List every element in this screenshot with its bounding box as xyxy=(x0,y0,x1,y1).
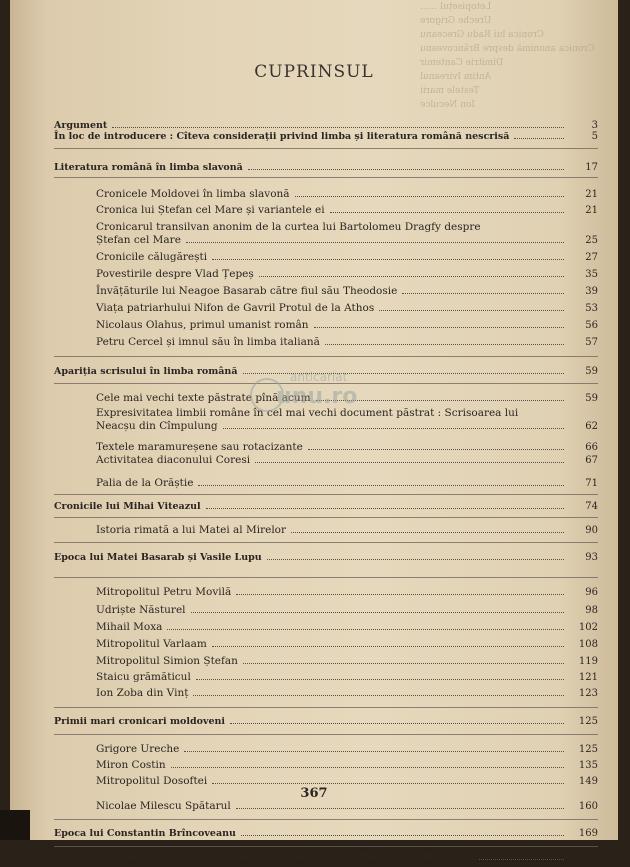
watermark-logo: anticariat unu.ro xyxy=(250,368,400,438)
toc-entry: Textele maramureșene sau rotacizante 66 xyxy=(96,441,598,453)
toc-entry: Activitatea diaconului Coresi 67 xyxy=(96,454,598,466)
toc-entry: Învățăturile lui Neagoe Basarab către fiul său Theodosie 39 xyxy=(96,285,598,297)
scan-corner xyxy=(0,810,30,840)
toc-entry: Povestirile despre Vlad Țepeș 35 xyxy=(96,268,598,280)
toc-entry: Grigore Ureche 125 xyxy=(96,743,598,755)
toc-section: Primii mari cronicari moldoveni 125 xyxy=(54,716,598,727)
toc-section: Epoca lui Matei Basarab și Vasile Lupu 93 xyxy=(54,552,598,563)
toc-entry: Expresivitatea limbii române în cel mai vechi document păstrat : Scrisoarea lui Neacșu din Cîmpulung 62 xyxy=(96,407,598,432)
toc-section: Epoca lui Constantin Brîncoveanu 169 xyxy=(54,828,598,839)
toc-entry: Cronicile călugărești 27 xyxy=(96,251,598,263)
toc-entry: Istoria rimată a lui Matei al Mirelor 90 xyxy=(96,524,598,536)
bleed-through-text: Letopisețul ...... Ureche Grigore Cronica lui Radu Greceanu Cronica anonimă despre Brâncoveanu Dimitrie Cantemir Antim Ivireanul Testele marii Ion Neculce xyxy=(420,2,595,110)
toc-entry: Nicolae Milescu Spătarul 160 xyxy=(96,800,598,812)
toc-section: Cronicile lui Mihai Viteazul 74 xyxy=(54,501,598,512)
toc-entry: Ion Zoba din Vinț 123 xyxy=(96,687,598,699)
toc-entry: Petru Cercel și imnul său în limba italiană 57 xyxy=(96,336,598,348)
toc-entry: Cele mai vechi texte păstrate pînă acum 59 xyxy=(96,392,598,404)
toc-entry: Cronicele Moldovei în limba slavonă 21 xyxy=(96,188,598,200)
toc-entry: Cronica lui Ștefan cel Mare și variantele ei 21 xyxy=(96,204,598,216)
toc-entry: Mitropolitul Simion Ștefan 119 xyxy=(96,655,598,667)
toc-section: Literatura română în limba slavonă 17 xyxy=(54,162,598,173)
toc-entry: Mitropolitul Dosoftei 149 xyxy=(96,775,598,787)
toc-entry: Cronicarul transilvan anonim de la curtea lui Bartolomeu Dragfy despre Ștefan cel Mare 25 xyxy=(96,221,598,246)
toc-section: Apariția scrisului în limba română 59 xyxy=(54,366,598,377)
toc-entry: Staicu grămăticul 121 xyxy=(96,671,598,683)
toc-entry: Mitropolitul Varlaam 108 xyxy=(96,638,598,650)
book-page xyxy=(10,0,618,863)
toc-entry: Palia de la Orăștie 71 xyxy=(96,477,598,489)
toc-entry: Mihail Moxa 102 xyxy=(96,621,598,633)
page-title: CUPRINSUL xyxy=(254,62,374,82)
toc-entry: Udriște Năsturel 98 xyxy=(96,604,598,616)
page-number: 367 xyxy=(300,786,328,801)
toc-entry: Miron Costin 135 xyxy=(96,759,598,771)
toc-entry: În loc de introducere : Cîteva considerații privind limba și literatura română nescrisă 5 xyxy=(54,131,598,142)
table-of-contents xyxy=(54,120,598,867)
toc-entry: Nicolaus Olahus, primul umanist român 56 xyxy=(96,319,598,331)
toc-entry: Argument 3 xyxy=(54,120,598,131)
toc-entry: Viața patriarhului Nifon de Gavril Protul de la Athos 53 xyxy=(96,302,598,314)
toc-entry: Mitropolitul Petru Movilă 96 xyxy=(96,586,598,598)
toc-entry: Actul oficial de naștere a limbii române literare : Biblia de la București 169 xyxy=(96,851,598,863)
